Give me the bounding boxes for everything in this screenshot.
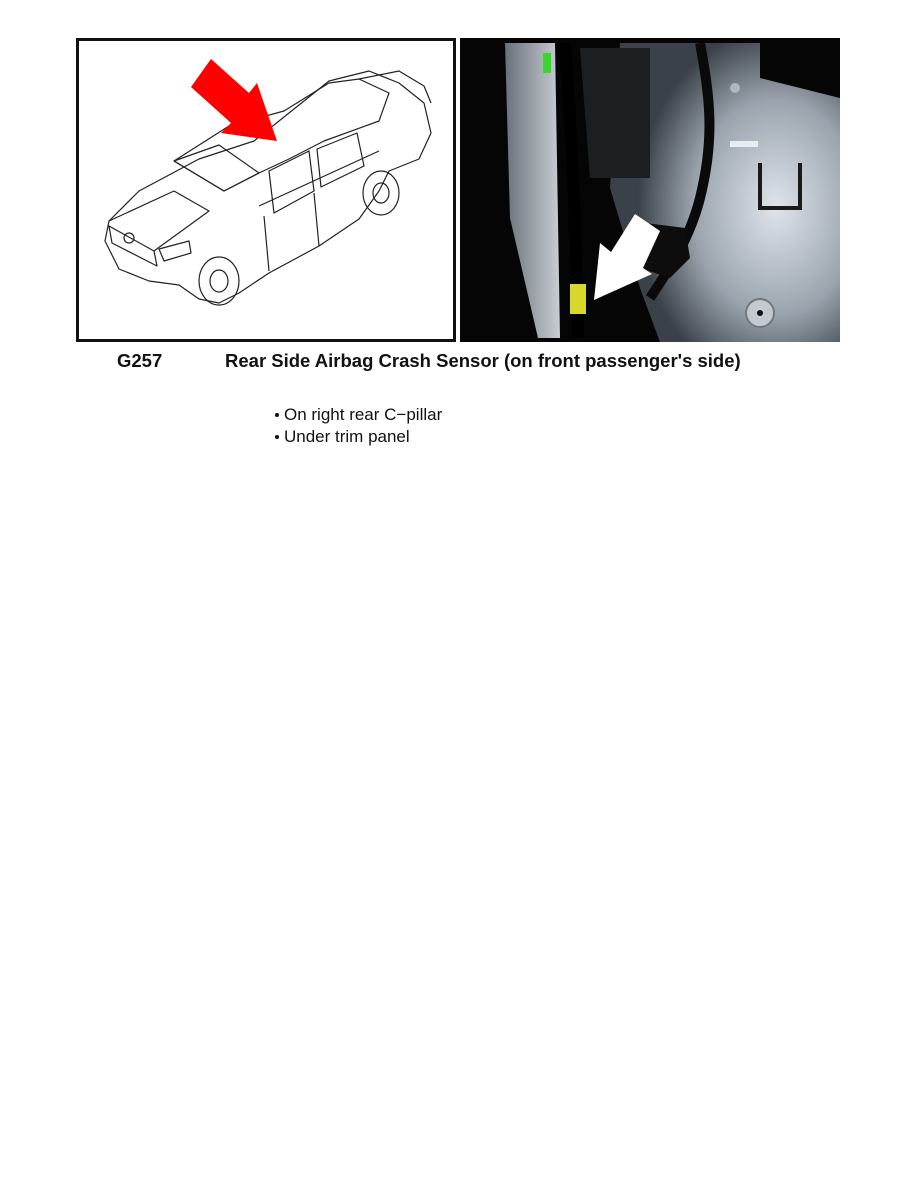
bullet-icon bbox=[275, 413, 279, 417]
sensor-location-photo bbox=[460, 38, 840, 342]
bullet-icon bbox=[275, 435, 279, 439]
bullet-item: Under trim panel bbox=[275, 426, 442, 448]
bullet-item: On right rear C−pillar bbox=[275, 404, 442, 426]
c-pillar-photo bbox=[460, 38, 840, 342]
car-line-drawing bbox=[79, 41, 453, 339]
component-code: G257 bbox=[117, 350, 163, 371]
red-arrow-icon bbox=[191, 59, 277, 141]
component-title: Rear Side Airbag Crash Sensor (on front passenger's side) bbox=[225, 350, 741, 371]
car-illustration-panel bbox=[76, 38, 456, 342]
location-notes bbox=[275, 404, 442, 448]
figure-caption bbox=[0, 350, 918, 374]
